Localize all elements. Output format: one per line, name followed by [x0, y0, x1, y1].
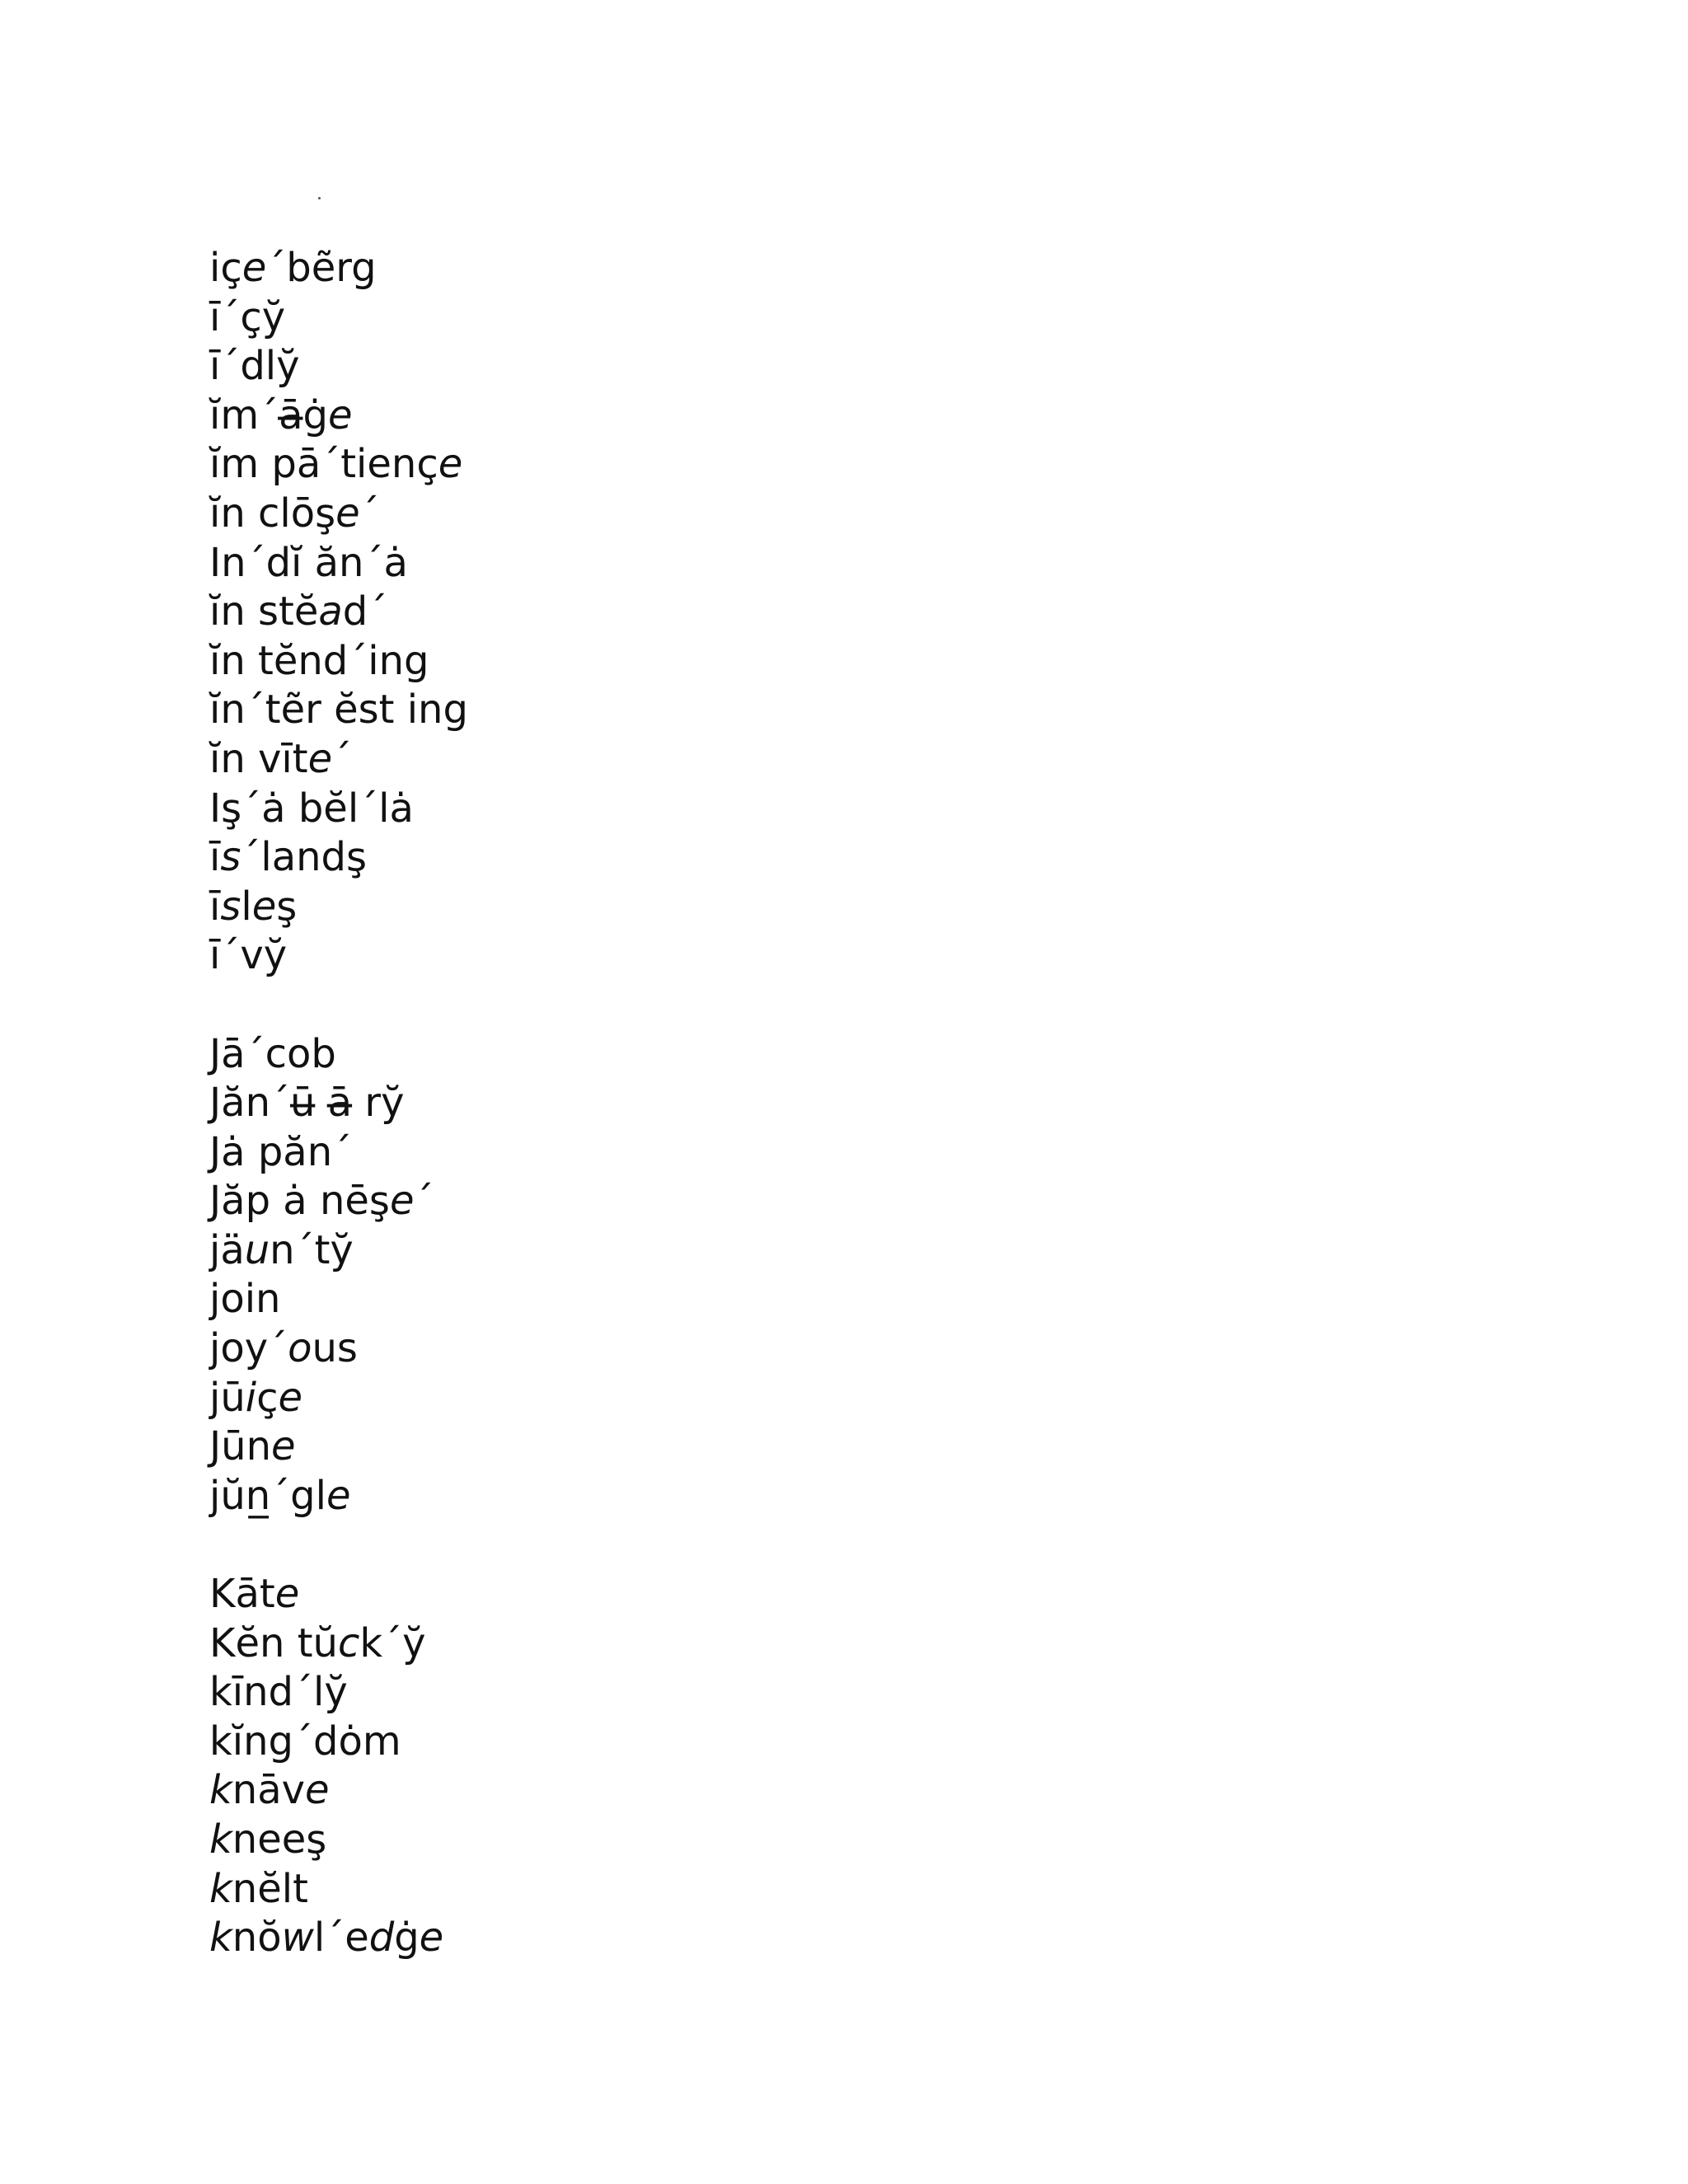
word-entry: kĭng´dȯm: [209, 1718, 401, 1765]
word-entry: jūiçe: [209, 1374, 303, 1421]
word-entry: īs´landş: [209, 834, 368, 881]
word-entry: knŏwl´edġe: [209, 1915, 444, 1961]
word-entry: ĭm´ā̶ġe: [209, 391, 353, 438]
word-entry: Kĕn tŭck´y̆: [209, 1619, 426, 1666]
word-entry: In´dĭ ăn´ȧ: [209, 539, 408, 586]
word-entry: içe´bẽrg: [209, 245, 377, 291]
word-entry: knĕlt: [209, 1865, 308, 1912]
word-entry: ĭn tĕnd´ing: [209, 637, 429, 684]
word-entry: Jȧ păn´: [209, 1128, 353, 1175]
word-entry: Kāte: [209, 1571, 300, 1618]
word-entry: ī´dly̆: [209, 343, 300, 390]
word-entry: Jăn´ū̶ ā̶ ry̆: [209, 1080, 405, 1127]
word-entry: ĭn clōşe´: [209, 490, 380, 537]
word-entry: Jā´cob: [209, 1030, 336, 1077]
word-entry: join: [209, 1276, 281, 1323]
word-entry: kneeş: [209, 1816, 327, 1863]
section-gap: [209, 1521, 468, 1570]
word-entry: kīnd´ly̆: [209, 1669, 348, 1716]
scan-speck: [318, 197, 321, 199]
section-gap: [209, 981, 468, 1030]
word-entry: Jūne: [209, 1423, 296, 1470]
word-entry: Iş´ȧ bĕl´lȧ: [209, 785, 414, 832]
word-entry: ī´vy̆: [209, 932, 288, 979]
word-entry: ĭn vīte´: [209, 735, 353, 782]
word-entry: ĭm pā´tiençe: [209, 441, 463, 488]
word-entry: jŭn̲´gle: [209, 1472, 351, 1519]
word-entry: joy´ous: [209, 1325, 358, 1372]
word-entry: knāve: [209, 1767, 330, 1814]
word-entry: ĭn stĕad´: [209, 588, 388, 635]
word-entry: Jăp ȧ nēşe´: [209, 1178, 434, 1225]
word-entry: ī´çy̆: [209, 293, 286, 340]
word-entry: ĭn´tẽr ĕst ing: [209, 687, 468, 733]
word-list: [209, 244, 468, 1963]
word-entry: īsleş: [209, 883, 298, 930]
word-entry: jäun´ty̆: [209, 1226, 354, 1273]
